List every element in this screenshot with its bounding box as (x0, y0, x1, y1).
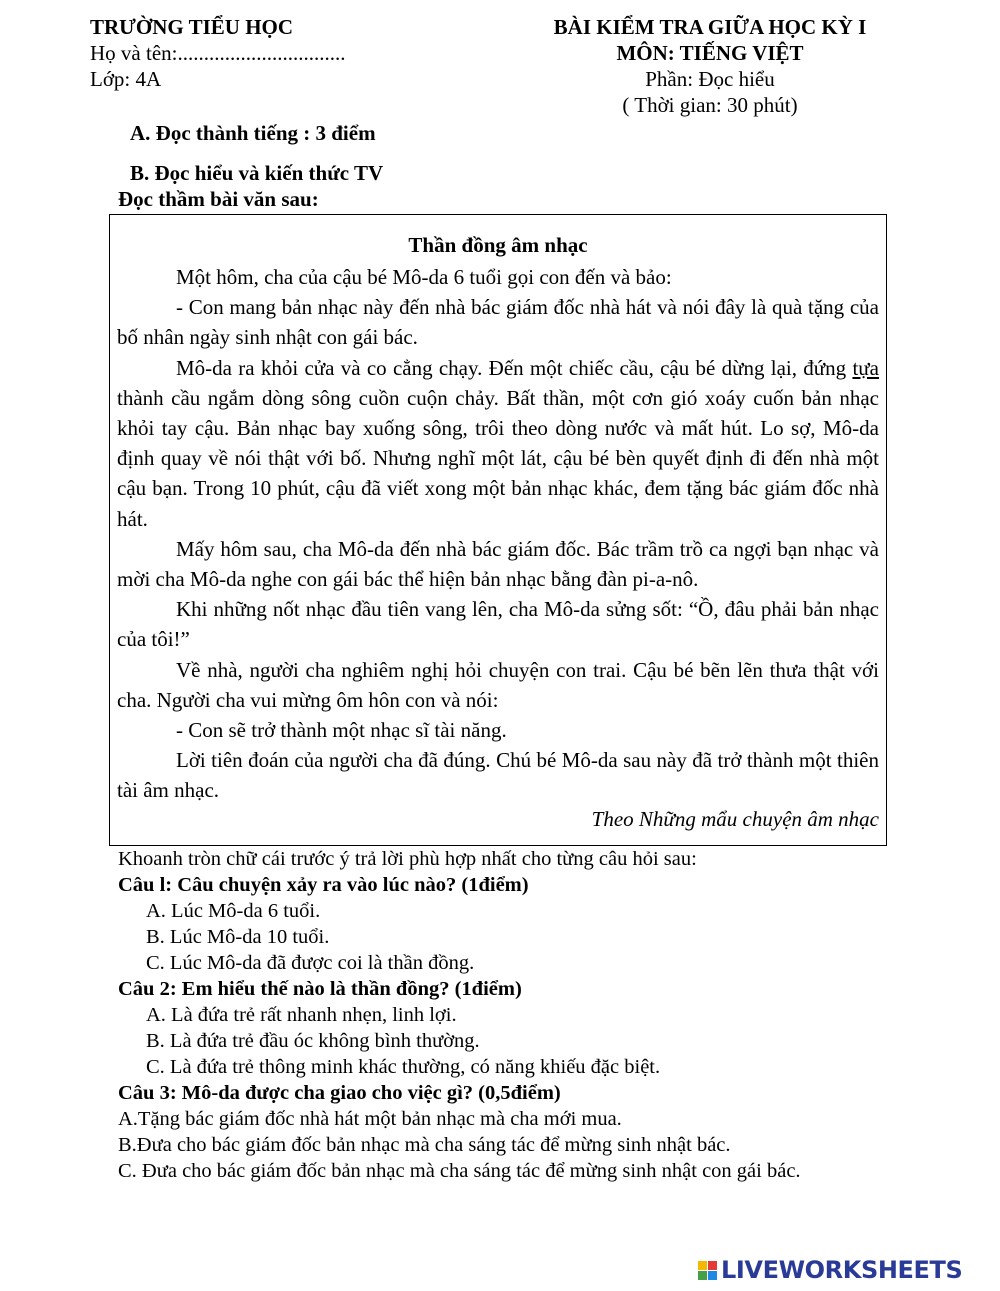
question-3: Câu 3: Mô-da được cha giao cho việc gì? (0,5điểm) (118, 1082, 561, 1104)
passage-paragraph (117, 353, 879, 534)
passage-paragraph: - Con mang bản nhạc này đến nhà bác giám đốc nhà hát và nói đây là quà tặng của bố nhân ngày sinh nhật con gái bác. (117, 295, 879, 350)
section-b-heading: B. Đọc hiểu và kiến thức TV (130, 161, 384, 185)
liveworksheets-logo-icon (698, 1261, 717, 1280)
class-label: Lớp: 4A (90, 67, 162, 91)
passage-source: Theo Những mẩu chuyện âm nhạc (591, 807, 879, 831)
exam-title: BÀI KIỂM TRA GIỮA HỌC KỲ I (553, 15, 867, 39)
logo-square-red (708, 1261, 717, 1270)
part-label: Phần: Đọc hiểu (645, 67, 775, 91)
school-name: TRƯỜNG TIỂU HỌC (90, 15, 294, 39)
logo-square-blue (708, 1271, 717, 1280)
q3-option-a[interactable]: A.Tặng bác giám đốc nhà hát một bản nhạc mà cha mới mua. (118, 1108, 622, 1130)
logo-square-yellow (698, 1261, 707, 1270)
passage-paragraph: Một hôm, cha của cậu bé Mô-da 6 tuổi gọi con đến và bảo: (176, 265, 672, 289)
q1-option-b[interactable]: B. Lúc Mô-da 10 tuổi. (146, 926, 330, 948)
passage-paragraph: - Con sẽ trở thành một nhạc sĩ tài năng. (176, 718, 507, 743)
passage-body (117, 262, 879, 806)
underlined-word: tựa (852, 355, 879, 380)
passage-paragraph: Khi những nốt nhạc đầu tiên vang lên, cha Mô-da sửng sốt: “Ồ, đâu phải bản nhạc của tôi!” (117, 597, 879, 652)
passage-box (109, 214, 887, 846)
logo-text: LIVEWORKSHEETS (721, 1256, 963, 1284)
question-2: Câu 2: Em hiểu thế nào là thần đồng? (1điểm) (118, 978, 522, 1000)
q3-option-c[interactable]: C. Đưa cho bác giám đốc bản nhạc mà cha sáng tác để mừng sinh nhật con gái bác. (118, 1160, 801, 1182)
section-a-heading: A. Đọc thành tiếng : 3 điểm (130, 121, 376, 145)
passage-paragraph: Về nhà, người cha nghiêm nghị hỏi chuyện con trai. Cậu bé bẽn lẽn thưa thật với cha. Người cha vui mừng ôm hôn con và nói: (117, 657, 879, 712)
header-left (90, 14, 345, 92)
passage-text: thành cầu ngắm dòng sông cuồn cuộn chảy. Bất thần, một cơn gió xoáy cuốn bản nhạc khỏi tay cậu. Bản nhạc bay xuống sông, trôi theo dòng nước và mất hút. Lo sợ, Mô-da định quay về nói thật với bố. Nhưng nghĩ một lát, cậu bé bèn quyết định đi đến nhà một cậu bạn. Trong 10 phút, cậu đã viết xong một bản nhạc khác, đem tặng bác giám đốc nhà hát. (117, 385, 879, 531)
q2-option-c[interactable]: C. Là đứa trẻ thông minh khác thường, có năng khiếu đặc biệt. (146, 1056, 661, 1078)
q1-option-c[interactable]: C. Lúc Mô-da đã được coi là thần đồng. (146, 952, 475, 974)
passage-text: Mô-da ra khỏi cửa và co cẳng chạy. Đến một chiếc cầu, cậu bé dừng lại, đứng (176, 355, 853, 380)
passage-paragraph: Mấy hôm sau, cha Mô-da đến nhà bác giám đốc. Bác trầm trồ ca ngợi bạn nhạc và mời cha Mô-da nghe con gái bác thể hiện bản nhạc bằng đàn pi-a-nô. (117, 536, 879, 592)
liveworksheets-logo (698, 1255, 962, 1285)
logo-square-green (698, 1271, 707, 1280)
questions-section (118, 846, 918, 1184)
questions-instruction: Khoanh tròn chữ cái trước ý trả lời phù hợp nhất cho từng câu hỏi sau: (118, 848, 697, 870)
header-right (520, 14, 900, 118)
subject-label: MÔN: TIẾNG VIỆT (616, 41, 804, 65)
q2-option-b[interactable]: B. Là đứa trẻ đầu óc không bình thường. (146, 1030, 480, 1052)
passage-paragraph: Lời tiên đoán của người cha đã đúng. Chú bé Mô-da sau này đã trở thành một thiên tài âm nhạc. (117, 748, 879, 803)
student-name-field: Họ và tên:................................ (90, 41, 346, 65)
q3-option-b[interactable]: B.Đưa cho bác giám đốc bản nhạc mà cha sáng tác để mừng sinh nhật bác. (118, 1134, 731, 1156)
q1-option-a[interactable]: A. Lúc Mô-da 6 tuổi. (146, 900, 321, 922)
reading-instruction: Đọc thầm bài văn sau: (118, 187, 319, 211)
q2-option-a[interactable]: A. Là đứa trẻ rất nhanh nhẹn, linh lợi. (146, 1004, 457, 1026)
passage-title: Thần đồng âm nhạc (408, 233, 588, 257)
question-1: Câu l: Câu chuyện xảy ra vào lúc nào? (1điểm) (118, 874, 529, 896)
duration-label: ( Thời gian: 30 phút) (622, 93, 798, 117)
